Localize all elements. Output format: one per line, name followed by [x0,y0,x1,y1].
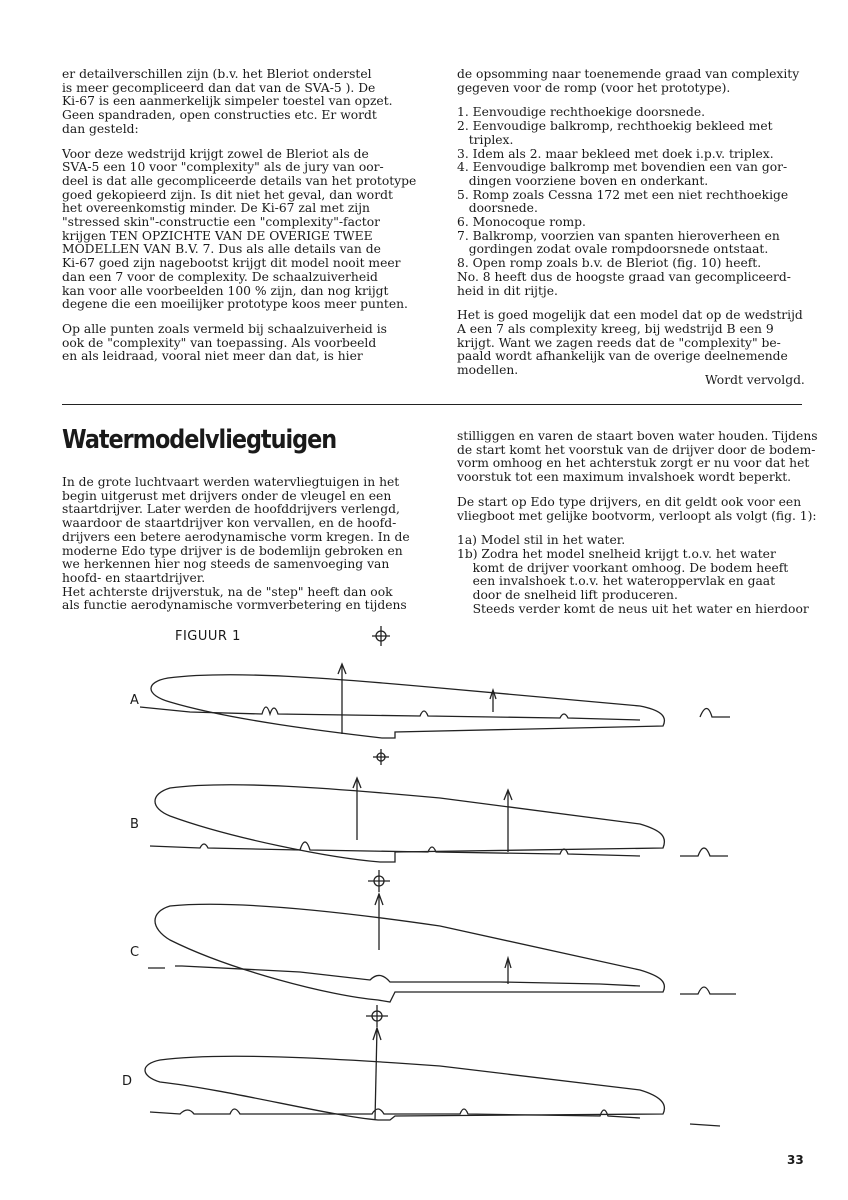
float-diagram-C [148,894,736,1120]
top-right-line: triplex. [457,132,514,147]
bottom-right-line: Steeds verder komt de neus uit het water en hierdoor [457,601,809,616]
bottom-left-line: Het achterste drijverstuk, na de "step" heeft dan ook [62,584,393,599]
top-right-line: 7. Balkromp, voorzien van spanten hieroverheen en [457,228,780,243]
bottom-right-column [457,430,818,616]
top-left-line: er detailverschillen zijn (b.v. het Bleriot onderstel [62,67,372,81]
top-right-line: gordingen zodat ovale rompdoorsnede ontstaat. [457,242,769,257]
top-left-line: SVA-5 een 10 voor "complexity" als de jury van oor- [62,160,384,175]
figure-label-b: B [130,817,139,832]
top-right-line: paald wordt afhankelijk van de overige deelnemende [457,349,788,364]
bottom-right-line: een invalshoek t.o.v. het wateroppervlak en gaat [457,574,776,589]
top-left-line: Voor deze wedstrijd krijgt zowel de Bleriot als de [62,146,369,161]
top-left-line: deel is dat alle gecompliceerde details van het prototype [62,173,417,188]
top-left-line: "stressed skin"-constructie een "complexity"-factor [62,215,381,230]
top-right-line: Het is goed mogelijk dat een model dat op de wedstrijd [457,308,803,323]
top-left-line: is meer gecompliceerd dan dat van de SVA-5 ). De [62,80,376,95]
figure-label-a: A [130,693,139,708]
bottom-left-line: we herkennen hier nog steeds de samenvoeging van [62,557,390,572]
section-heading: Watermodelvliegtuigen [62,425,337,455]
top-right-line: 2. Eenvoudige balkromp, rechthoekig bekleed met [457,119,773,134]
top-right-line: modellen. [457,363,519,378]
bottom-right-line: stilliggen en varen de staart boven water houden. Tijdens [457,429,818,443]
top-left-line: en als leidraad, vooral niet meer dan dat, is hier [62,349,363,364]
top-left-line: dan een 7 voor de complexity. De schaalzuiverheid [62,269,378,284]
top-right-line: krijgt. Want we zagen reeds dat de "complexity" be- [457,335,781,350]
figure-label-c: C [130,945,140,960]
top-left-line: Geen spandraden, open constructies etc. Er wordt [62,108,377,123]
top-left-line: kan voor alle voorbeelden 100 % zijn, dan nog krijgt [62,283,389,298]
top-right-line: 8. Open romp zoals b.v. de Bleriot (fig. 10) heeft. [457,256,762,271]
section-divider [62,404,802,405]
top-left-line: dan gesteld: [62,121,139,136]
bottom-right-line: vorm omhoog en het achterstuk zorgt er nu voor dat het [457,456,810,471]
top-left-line: MODELLEN VAN B.V. 7. Dus als alle details van de [62,242,381,257]
bottom-left-line: moderne Edo type drijver is de bodemlijn gebroken en [62,543,403,558]
bottom-right-line: 1a) Model stil in het water. [457,533,626,548]
top-right-line: heid in dit rijtje. [457,283,558,298]
bottom-left-line: staartdrijver. Later werden de hoofddrijvers verlengd, [62,502,400,517]
bottom-right-line: De start op Edo type drijvers, en dit geldt ook voor een [457,494,802,509]
bottom-right-line: komt de drijver voorkant omhoog. De bodem heeft [457,560,789,575]
top-right-line: A een 7 als complexity kreeg, bij wedstrijd B een 9 [457,321,774,336]
top-left-line: krijgen TEN OPZICHTE VAN DE OVERIGE TWEE [62,228,373,243]
bottom-right-line: door de snelheid lift produceren. [457,588,678,603]
bottom-right-line: 1b) Zodra het model snelheid krijgt t.o.v. het water [457,546,776,561]
top-right-line: 6. Monocoque romp. [457,215,586,230]
top-right-line: No. 8 heeft dus de hoogste graad van gecompliceerd- [457,269,791,284]
top-right-column [457,68,803,378]
bottom-right-line: voorstuk tot een maximum invalshoek wordt beperkt. [457,470,792,485]
top-right-line: doorsnede. [457,201,538,216]
bottom-left-line: hoofd- en staartdrijver. [62,570,206,585]
bottom-left-line: In de grote luchtvaart werden watervliegtuigen in het [62,475,400,489]
top-left-line: Ki-67 is een aanmerkelijk simpeler toestel van opzet. [62,94,393,109]
top-left-line: Ki-67 goed zijn nagebootst krijgt dit model nooit meer [62,256,401,271]
top-right-line: 3. Idem als 2. maar bekleed met doek i.p.v. triplex. [457,146,774,161]
bottom-right-line: vliegboot met gelijke bootvorm, verloopt als volgt (fig. 1): [457,508,817,523]
bottom-right-line: de start komt het voorstuk van de drijver door de bodem- [457,442,816,457]
figure-1-float-diagram [0,620,848,1140]
top-right-line: dingen voorziene boven en onderkant. [457,173,709,188]
float-diagram-A [140,626,730,765]
wordt-vervolgd: Wordt vervolgd. [705,373,805,387]
top-left-line: het overeenkomstig minder. De Ki-67 zal met zijn [62,201,370,216]
bottom-left-line: waardoor de staartdrijver kon vervallen, en de hoofd- [62,516,397,531]
top-right-line: 4. Eenvoudige balkromp met bovendien een van gor- [457,160,788,175]
top-left-line: Op alle punten zoals vermeld bij schaalzuiverheid is [62,321,387,336]
top-right-line: gegeven voor de romp (voor het prototype). [457,80,731,95]
top-left-line: ook de "complexity" van toepassing. Als voorbeeld [62,335,377,350]
bottom-left-column [62,476,410,613]
top-left-line: goed gekopieerd zijn. Is dit niet het geval, dan wordt [62,187,393,202]
float-diagram-B [150,778,728,892]
figure-title: FIGUUR 1 [175,629,241,644]
figure-label-d: D [122,1074,133,1089]
top-left-column [62,68,416,364]
top-right-line: 5. Romp zoals Cessna 172 met een niet rechthoekige [457,187,789,202]
bottom-left-line: begin uitgerust met drijvers onder de vleugel en een [62,488,392,503]
bottom-left-line: drijvers een betere aerodynamische vorm kregen. In de [62,529,410,544]
top-left-line: degene die een moeilijker prototype koos meer punten. [62,297,408,312]
bottom-left-line: als functie aerodynamische vormverbetering en tijdens [62,598,407,613]
top-right-line: 1. Eenvoudige rechthoekige doorsnede. [457,105,706,120]
page-number: 33 [787,1153,804,1167]
float-diagram-D [145,1056,720,1126]
top-right-line: de opsomming naar toenemende graad van complexity [457,67,800,81]
